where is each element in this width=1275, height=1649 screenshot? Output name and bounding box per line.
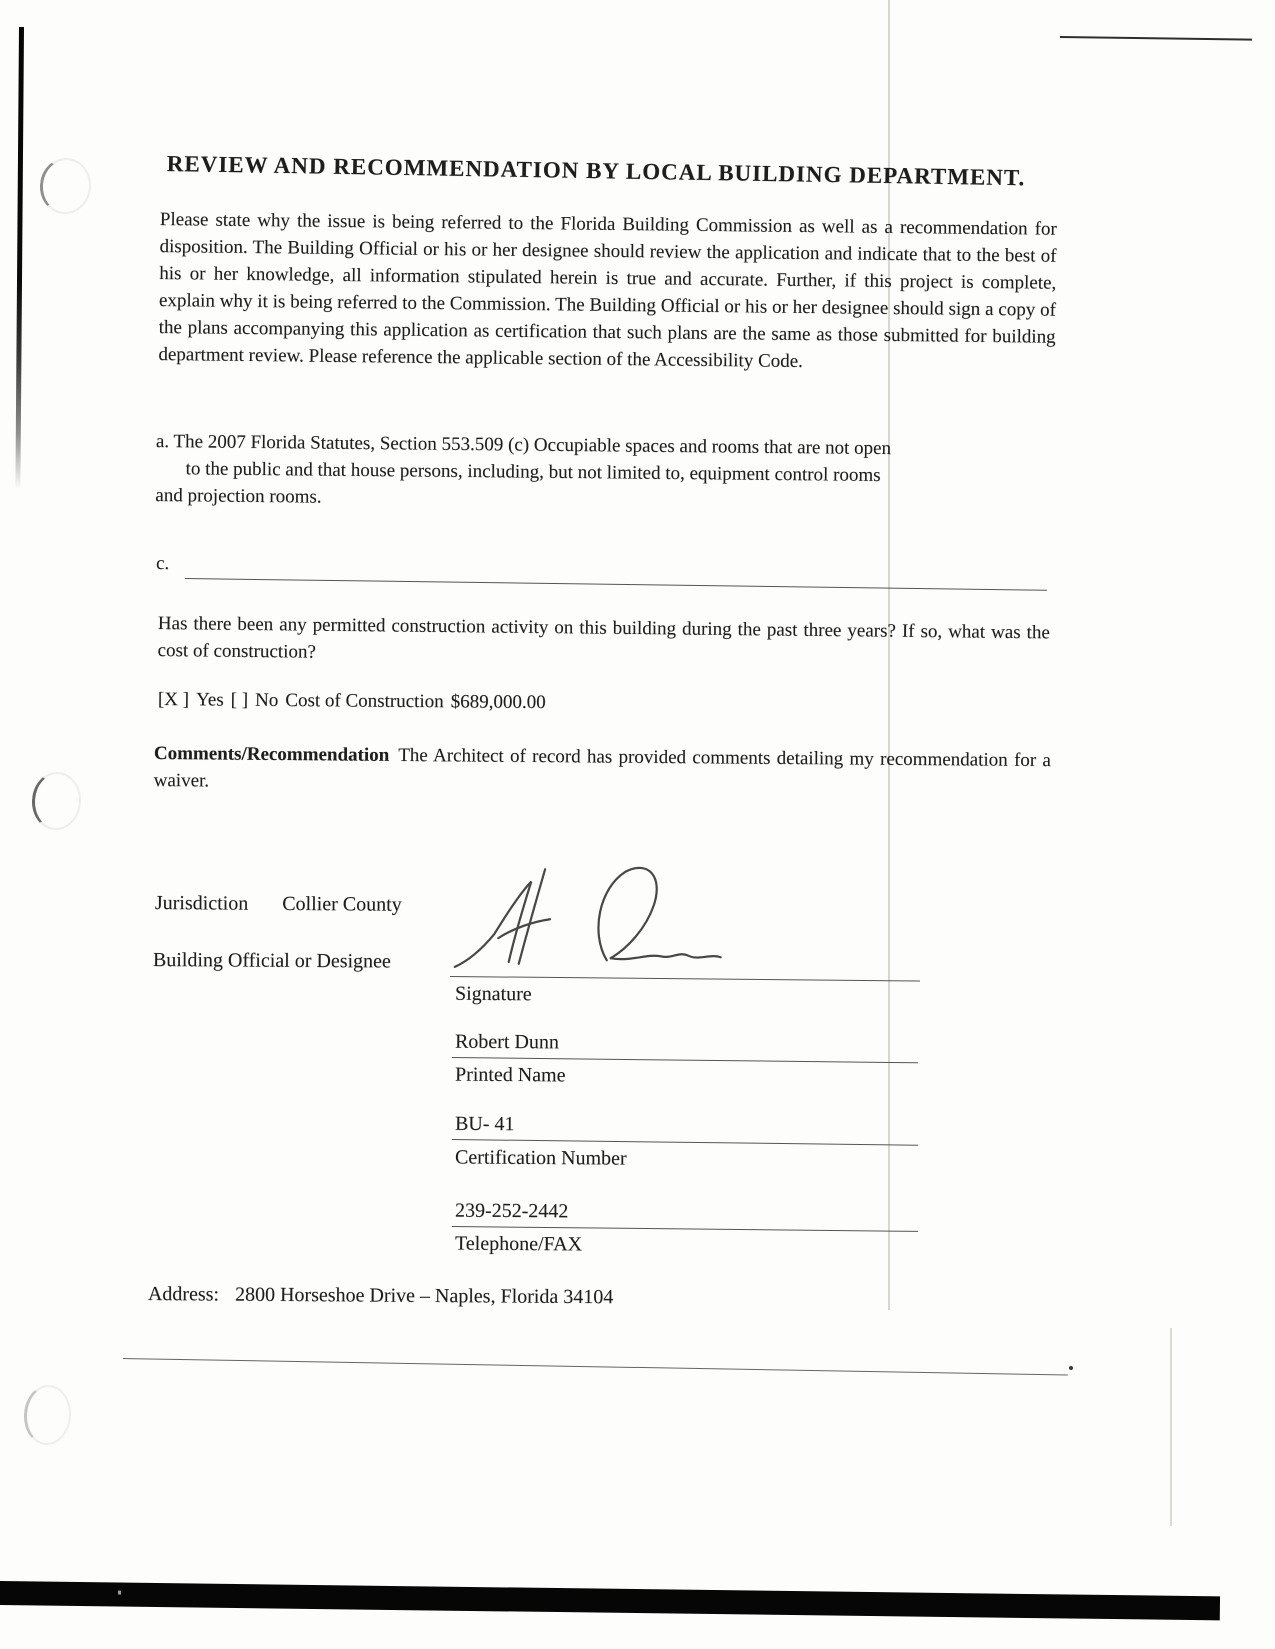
address-value: 2800 Horseshoe Drive – Naples, Florida 34104 (234, 1283, 614, 1309)
comments-paragraph (154, 740, 1051, 801)
no-label: No (255, 689, 279, 711)
comments-label: Comments/Recommendation (153, 742, 390, 766)
signature-label: Signature (454, 982, 532, 1006)
section-title: REVIEW AND RECOMMENDATION BY LOCAL BUILDING DEPARTMENT. (166, 150, 1026, 191)
bottom-rule-dot (1069, 1366, 1073, 1370)
scan-artifact-ring-mark (22, 1383, 73, 1446)
address-row (148, 1281, 614, 1311)
scan-artifact-left-bar (15, 27, 24, 489)
bottom-horizontal-rule (123, 1358, 1068, 1375)
item-a-line-1: a. The 2007 Florida Statutes, Section 553.509 (c) Occupiable spaces and rooms that are not open (155, 430, 892, 460)
address-label: Address: (147, 1283, 220, 1306)
jurisdiction-value: Collier County (282, 892, 402, 916)
no-checkbox: [ ] (230, 689, 249, 711)
scan-artifact-fold-line-lower (1170, 1328, 1172, 1526)
item-c-blank-line (185, 578, 1047, 591)
printed-name-value: Robert Dunn (454, 1030, 559, 1054)
certification-number-label: Certification Number (454, 1146, 627, 1170)
item-c-label: c. (155, 552, 170, 575)
intro-paragraph: Please state why the issue is being referred to the Florida Building Commission as well as a recommendation for disposition. The Building Official or his or her designee should review the application and indicate that to the best of his or her knowledge, all information stipulated herein is true and accurate. Further, if this project is complete, explain why it is being referred to the Commission. The Building Official or his or her designee should sign a copy of the plans accompanying this application as certification that such plans are the same as those submitted for building department review. Please reference the applicable section of the Accessibility Code. (158, 208, 1057, 372)
item-a-line-3: and projection rooms. (155, 484, 322, 508)
certification-number-value: BU- 41 (454, 1112, 515, 1136)
scan-artifact-ring-mark (37, 155, 94, 216)
construction-answer-line (158, 686, 553, 716)
telephone-label: Telephone/FAX (454, 1232, 583, 1256)
scan-artifact-top-right-line (1060, 36, 1252, 41)
scan-artifact-bottom-bar (0, 1581, 1220, 1620)
scan-artifact-ring-mark (30, 770, 83, 831)
yes-checkbox: [X ] (157, 688, 190, 711)
yes-label: Yes (195, 689, 224, 711)
item-a-paragraph (155, 428, 1076, 518)
building-official-label: Building Official or Designee (152, 948, 391, 973)
jurisdiction-label: Jurisdiction (154, 891, 249, 915)
scan-artifact-speck (118, 1591, 121, 1595)
telephone-value: 239-252-2442 (454, 1199, 569, 1223)
item-a-line-2: to the public and that house persons, including, but not limited to, equipment control rooms (185, 458, 881, 486)
cost-value: $689,000.00 (450, 691, 546, 714)
comments-text: The Architect of record has provided comments detailing my recommendation for a waiver. (153, 744, 1051, 792)
handwritten-signature (447, 857, 794, 983)
printed-name-label: Printed Name (454, 1063, 566, 1087)
jurisdiction-row (155, 890, 402, 919)
construction-question: Has there been any permitted construction activity on this building during the past three years? If so, what was the cost of construction? (157, 612, 1050, 663)
cost-label: Cost of Construction (285, 690, 444, 713)
